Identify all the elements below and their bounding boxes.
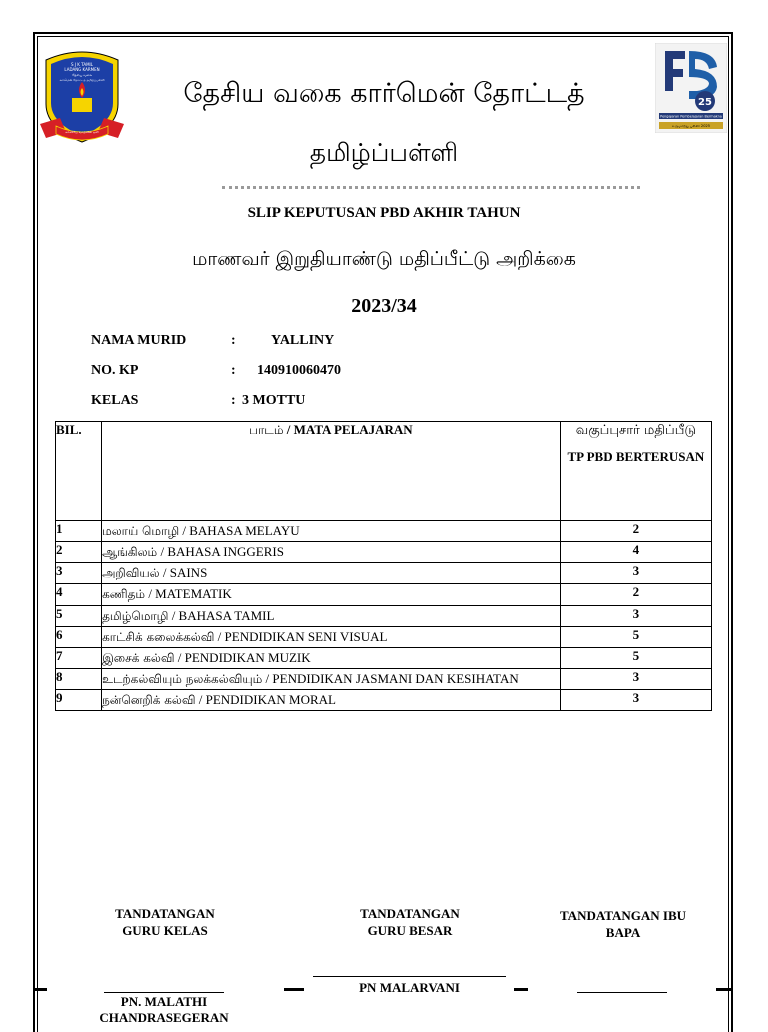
header-bil: BIL.: [56, 422, 102, 521]
table-row: [56, 668, 712, 689]
header-tp: [560, 422, 711, 521]
row-bil: 1: [56, 521, 102, 542]
student-name-value: YALLINY: [271, 333, 335, 348]
row-bil: 9: [56, 690, 102, 711]
header-tp-tamil: வகுப்புசார் மதிப்பீடு: [575, 423, 696, 438]
row-subject-malay: / BAHASA TAMIL: [168, 607, 275, 623]
sig-head-teacher-label: TANDATANGAN GURU BESAR: [360, 906, 460, 938]
student-name-label: NAMA MURID: [91, 333, 187, 348]
row-subject: [102, 690, 561, 711]
table-row: [56, 542, 712, 563]
row-subject-tamil: ஆங்கிலம்: [102, 545, 158, 560]
footer-rule: [33, 988, 47, 991]
row-subject-tamil: மலாய் மொழி: [102, 524, 180, 538]
row-tp-score: 3: [560, 668, 711, 689]
colon: :: [231, 333, 236, 348]
colon: :: [231, 393, 236, 408]
row-subject: [102, 563, 561, 584]
row-subject-tamil: தமிழ்மொழி: [102, 608, 169, 623]
table-row: [56, 584, 712, 605]
table-header-row: [56, 422, 712, 521]
row-subject-malay: / MATEMATIK: [145, 586, 232, 602]
header-subject-tamil: பாடம்: [249, 423, 284, 437]
row-tp-score: 5: [560, 647, 711, 668]
table-row: [56, 521, 712, 542]
footer-rule: [514, 988, 528, 991]
student-ic-label: NO. KP: [91, 363, 139, 378]
row-subject: [102, 521, 561, 542]
row-bil: 7: [56, 647, 102, 668]
footer-rule: [284, 988, 304, 991]
row-subject: [102, 584, 561, 605]
row-tp-score: 4: [560, 542, 711, 563]
student-class-value: 3 MOTTU: [242, 393, 306, 408]
school-name-line1: தேசிய வகை கார்மென் தோட்டத்: [183, 78, 585, 109]
signature-line-head: [313, 976, 506, 977]
academic-year: 2023/34: [351, 295, 417, 317]
table-row: [56, 626, 712, 647]
event-25-text: 25: [698, 97, 712, 108]
row-subject-malay: / BAHASA MELAYU: [179, 523, 300, 538]
row-bil: 8: [56, 668, 102, 689]
row-tp-score: 3: [560, 690, 711, 711]
row-tp-score: 2: [560, 584, 711, 605]
row-subject-malay: / PENDIDIKAN MUZIK: [174, 649, 311, 665]
row-subject: [102, 605, 561, 626]
student-ic-value: 140910060470: [257, 363, 341, 378]
row-subject-malay: / PENDIDIKAN MORAL: [195, 692, 336, 708]
results-table: [55, 421, 712, 711]
crest-text: S J K TAMIL: [71, 62, 93, 67]
row-subject-tamil: அறிவியல்: [102, 566, 160, 581]
event-caption: Pengajaran Pembelajaran Bermakna: [660, 114, 722, 119]
sig-class-teacher-name: PN. MALATHI CHANDRASEGERAN: [99, 994, 229, 1026]
crest-text: LADANG KARMEN: [64, 67, 100, 72]
sig-parent-label: TANDATANGAN IBU BAPA: [559, 908, 687, 940]
row-subject-tamil: காட்சிக் கலைக்கல்வி: [102, 629, 215, 644]
header-subject: [102, 422, 561, 521]
slip-title: SLIP KEPUTUSAN PBD AKHIR TAHUN: [247, 205, 521, 221]
header-tp-label: TP PBD BERTERUSAN: [567, 448, 705, 464]
row-subject-malay: / PENDIDIKAN SENI VISUAL: [214, 628, 388, 644]
table-row: [56, 563, 712, 584]
crest-text: தேசிய வகை: [72, 73, 92, 77]
table-row: [56, 647, 712, 668]
row-bil: 4: [56, 584, 102, 605]
row-tp-score: 3: [560, 563, 711, 584]
row-tp-score: 5: [560, 626, 711, 647]
row-subject: [102, 668, 561, 689]
row-bil: 2: [56, 542, 102, 563]
crest-motto: கல்வியே வாழ்வின் ஒளி: [65, 130, 99, 134]
colon: :: [231, 363, 236, 378]
row-tp-score: 2: [560, 521, 711, 542]
slip-title-tamil: மாணவர் இறுதியாண்டு மதிப்பீட்டு அறிக்கை: [192, 248, 576, 270]
footer-rule: [716, 988, 733, 991]
results-body: [56, 521, 712, 711]
row-subject-malay: / SAINS: [159, 565, 208, 581]
signature-line-class: [104, 992, 224, 993]
crest-text: கார்மென் தோட்டத் தமிழ்ப்பள்ளி: [59, 78, 105, 82]
sig-head-teacher-name: PN MALARVANI: [359, 980, 460, 995]
sig-class-teacher-label: TANDATANGAN GURU KELAS: [115, 906, 215, 938]
table-row: [56, 605, 712, 626]
row-subject-tamil: கணிதம்: [102, 587, 146, 602]
faded-address-line: [222, 186, 640, 189]
row-bil: 6: [56, 626, 102, 647]
row-subject-tamil: நன்னெறிக் கல்வி: [102, 693, 196, 708]
school-name-line2: தமிழ்ப்பள்ளி: [309, 138, 459, 167]
signature-line-parent: [577, 992, 667, 993]
header-separator: /: [283, 422, 294, 437]
row-subject: [102, 647, 561, 668]
row-subject-malay: / PENDIDIKAN JASMANI DAN KESIHATAN: [262, 670, 519, 686]
row-subject: [102, 626, 561, 647]
row-bil: 3: [56, 563, 102, 584]
row-bil: 5: [56, 605, 102, 626]
event-caption: உருமாற்று பள்ளி 2025: [671, 124, 711, 128]
row-tp-score: 3: [560, 605, 711, 626]
header-subject-malay: MATA PELAJARAN: [293, 422, 413, 437]
table-row: [56, 690, 712, 711]
row-subject: [102, 542, 561, 563]
student-class-label: KELAS: [91, 393, 139, 408]
row-subject-tamil: உடற்கல்வியும் நலக்கல்வியும்: [102, 671, 263, 686]
row-subject-tamil: இசைக் கல்வி: [102, 650, 175, 665]
row-subject-malay: / BAHASA INGGERIS: [157, 544, 284, 560]
